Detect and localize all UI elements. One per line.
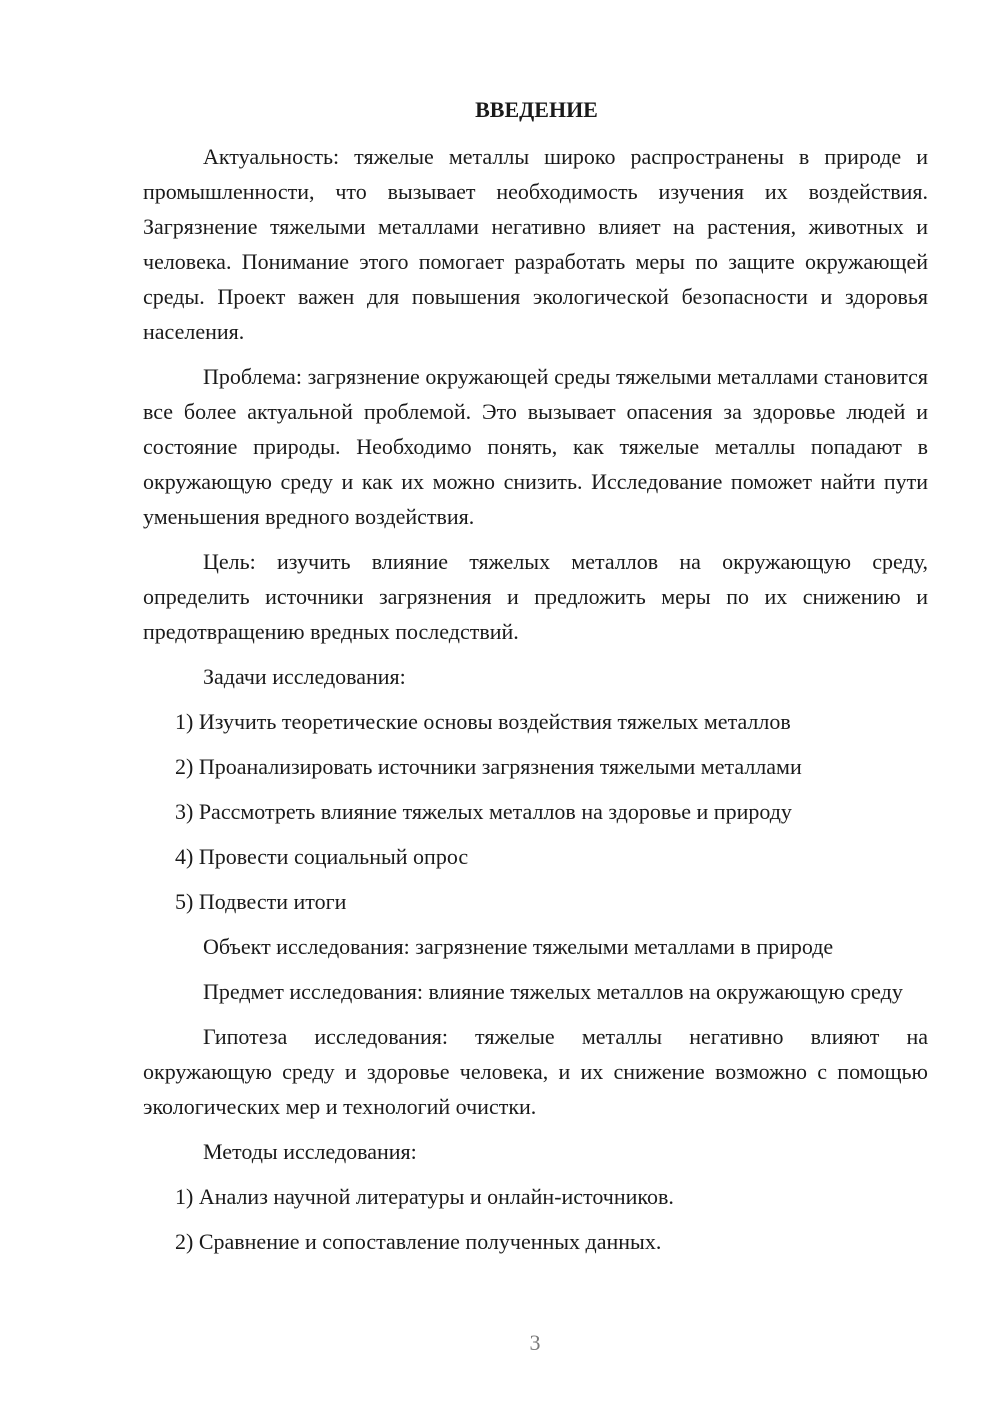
task-item-2: 2) Проанализировать источники загрязнения тяжелыми металлами (175, 754, 802, 779)
research-hypothesis: Гипотеза исследования: тяжелые металлы негативно влияют на окружающую среду и здоровье человека, и их снижение возможно с помощью экологических мер и технологий очистки. (143, 1024, 928, 1119)
page-number: 3 (529, 1330, 541, 1355)
task-item-5: 5) Подвести итоги (175, 889, 347, 914)
relevance-paragraph: Актуальность: тяжелые металлы широко распространены в природе и промышленности, что вызывает необходимость изучения их воздействия. Загрязнение тяжелыми металлами негативно влияет на растения, животных и человека. Понимание этого помогает разработать меры по защите окружающей среды. Проект важен для повышения экологической безопасности и здоровья населения. (143, 144, 928, 344)
problem-paragraph: Проблема: загрязнение окружающей среды тяжелыми металлами становится все более актуальной проблемой. Это вызывает опасения за здоровье людей и состояние природы. Необходимо понять, как тяжелые металлы попадают в окружающую среду и как их можно снизить. Исследование поможет найти пути уменьшения вредного воздействия. (143, 364, 928, 529)
method-item-1: 1) Анализ научной литературы и онлайн-источников. (175, 1184, 674, 1209)
document-page (143, 92, 928, 1269)
task-item-1: 1) Изучить теоретические основы воздействия тяжелых металлов (175, 709, 791, 734)
section-heading: ВВЕДЕНИЕ (475, 97, 598, 122)
research-object: Объект исследования: загрязнение тяжелыми металлами в природе (203, 934, 834, 959)
method-item-2: 2) Сравнение и сопоставление полученных данных. (175, 1229, 662, 1254)
goal-paragraph: Цель: изучить влияние тяжелых металлов на окружающую среду, определить источники загрязнения и предложить меры по их снижению и предотвращению вредных последствий. (143, 549, 928, 644)
tasks-title: Задачи исследования: (203, 664, 406, 689)
task-item-4: 4) Провести социальный опрос (175, 844, 469, 869)
task-item-3: 3) Рассмотреть влияние тяжелых металлов на здоровье и природу (175, 799, 792, 824)
methods-title: Методы исследования: (203, 1139, 417, 1164)
research-subject: Предмет исследования: влияние тяжелых металлов на окружающую среду (203, 979, 903, 1004)
